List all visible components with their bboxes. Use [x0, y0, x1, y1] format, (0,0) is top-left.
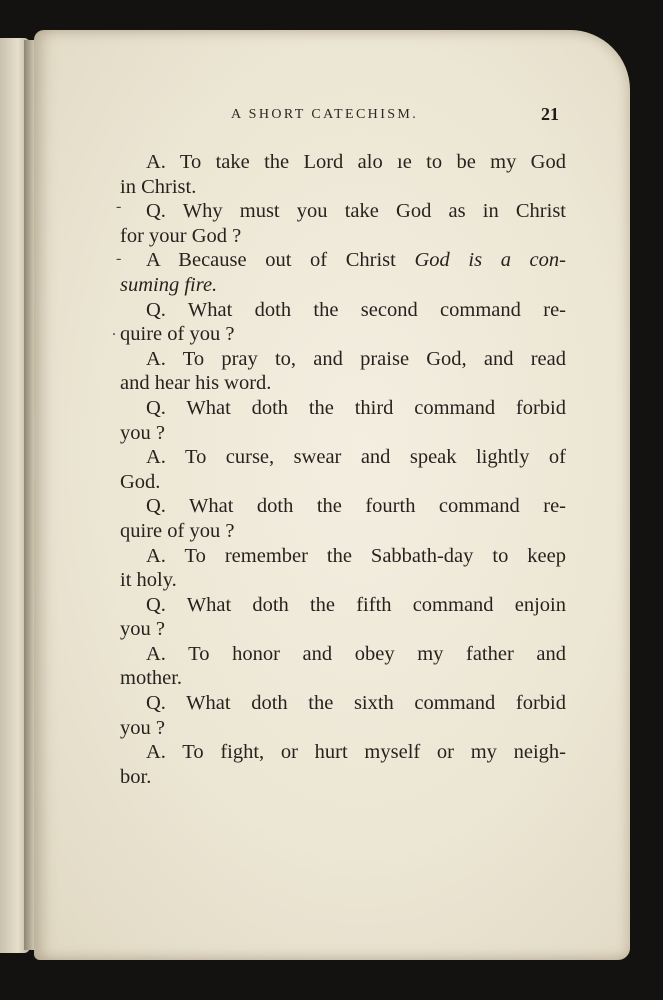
text-line [120, 150, 566, 175]
text-line [120, 199, 566, 224]
line-text: and hear his word. [120, 372, 272, 395]
line-text: mother. [120, 667, 183, 690]
line-text: Q. What doth the fourth command re- [146, 495, 566, 518]
text-line [120, 544, 566, 569]
text-line [120, 371, 566, 396]
text-line [120, 740, 566, 765]
line-text: A. To fight, or hurt myself or my neigh- [146, 741, 566, 764]
text-line [120, 568, 566, 593]
line-text: Q. What doth the third command forbid [146, 396, 566, 419]
stray-mark: . [112, 322, 116, 339]
line-text: quire of you ? [120, 323, 235, 346]
line-text: God. [120, 470, 161, 493]
text-line [120, 470, 566, 495]
text-line [120, 273, 566, 298]
line-text: in Christ. [120, 175, 197, 198]
text-line [120, 593, 566, 618]
text-line [120, 716, 566, 741]
running-head: A SHORT CATECHISM. [231, 107, 419, 122]
line-text: quire of you ? [120, 519, 235, 542]
text-line [120, 322, 566, 347]
line-text: it holy. [120, 569, 177, 592]
text-line [120, 347, 566, 372]
line-text: A. To remember the Sabbath-day to keep [146, 544, 566, 567]
line-text: A. To curse, swear and speak lightly of [146, 446, 566, 469]
line-text: you ? [120, 421, 165, 444]
text-line [120, 642, 566, 667]
line-text: bor. [120, 765, 152, 788]
text-line [120, 396, 566, 421]
italic-text: suming fire. [120, 273, 218, 296]
text-line [120, 445, 566, 470]
line-text: A Because out of Christ [146, 249, 415, 272]
line-text: A. To honor and obey my father and [146, 642, 566, 665]
text-line [120, 298, 566, 323]
line-text: Q. What doth the sixth command forbid [146, 692, 566, 715]
stray-mark: - [116, 250, 122, 267]
text-line [120, 421, 566, 446]
text-line [120, 175, 566, 200]
text-line [120, 494, 566, 519]
text-line [120, 248, 566, 273]
line-text: Q. What doth the second command re- [146, 298, 566, 321]
italic-text: God is a con- [414, 249, 566, 272]
line-text: A. To pray to, and praise God, and read [146, 347, 566, 370]
text-line [120, 617, 566, 642]
line-text: A. To take the Lord alo ıe to be my God [146, 151, 566, 173]
text-line [120, 691, 566, 716]
stray-mark: - [116, 198, 122, 215]
page-number: 21 [541, 104, 559, 124]
text-line [120, 765, 566, 790]
line-text: Q. Why must you take God as in Christ [146, 200, 566, 223]
text-line [120, 224, 566, 249]
line-text: for your God ? [120, 224, 242, 247]
line-text: you ? [120, 716, 165, 739]
line-text: you ? [120, 618, 165, 641]
text-line [120, 666, 566, 691]
catechism-text [120, 150, 566, 789]
text-line [120, 519, 566, 544]
line-text: Q. What doth the fifth command enjoin [146, 593, 566, 616]
